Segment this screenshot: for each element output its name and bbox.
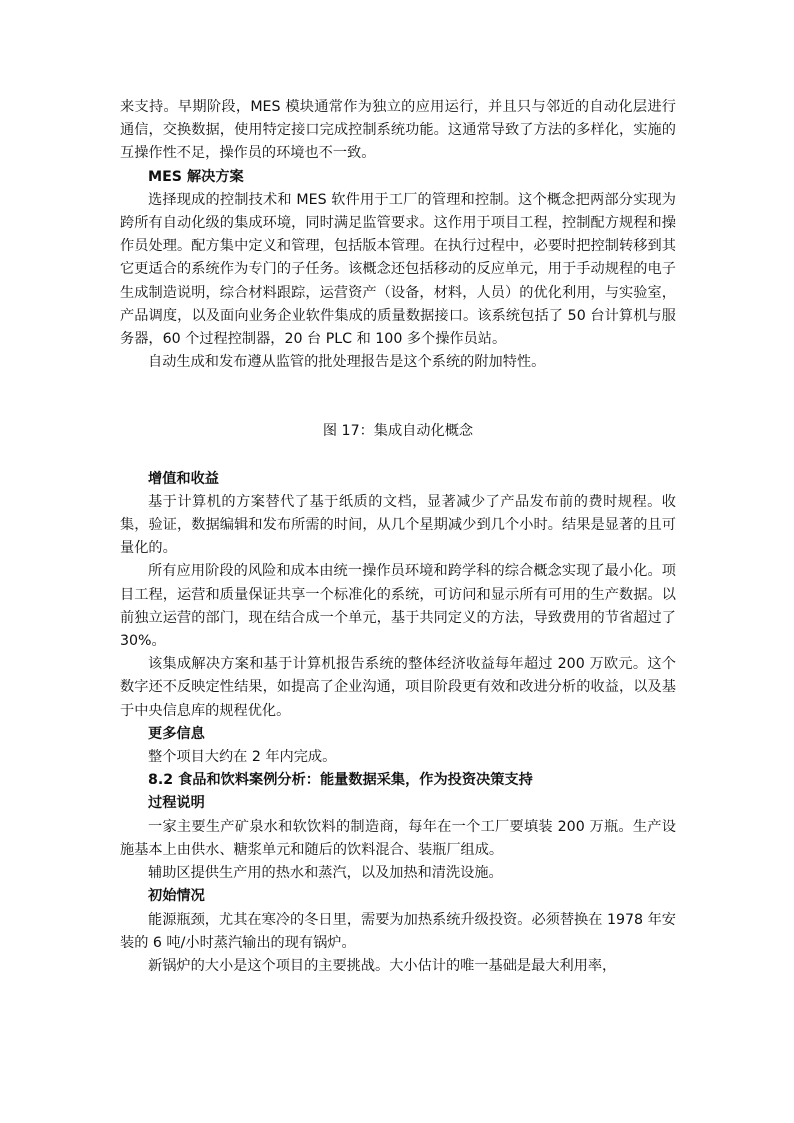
paragraph-mes-solution-1: 选择现成的控制技术和 MES 软件用于工厂的管理和控制。这个概念把两部分实现为跨所有自动化级的集成环境，同时满足监管要求。这作用于项目工程，控制配方规程和操作员处理。配方集中定义和管理，包括版本管理。在执行过程中，必要时把控制转移到其它更适合的系统作为专门的子任务。该概念还包括移动的反应单元，用于手动规程的电子生成制造说明，综合材料跟踪，运营资产（设备，材料，人员）的优化利用，与实验室，产品调度，以及面向业务企业软件集成的质量数据接口。该系统包括了 50 台计算机与服务器，60 个过程控制器，20 台 PLC 和 100 多个操作员站。 — [120, 191, 676, 348]
heading-more-info: 更多信息 — [148, 725, 205, 742]
paragraph-value-1: 基于计算机的方案替代了基于纸质的文档，显著减少了产品发布前的费时规程。收集，验证，数据编辑和发布所需的时间，从几个星期减少到几个小时。结果是显著的且可量化的。 — [120, 493, 676, 557]
heading-case-study: 8.2 食品和饮料案例分析：能量数据采集，作为投资决策支持 — [148, 772, 533, 789]
heading-process-description: 过程说明 — [148, 795, 205, 812]
paragraph-initial-1: 能源瓶颈，尤其在寒冷的冬日里，需要为加热系统升级投资。必须替换在 1978 年安装的 6 吨/小时蒸汽输出的现有锅炉。 — [120, 911, 676, 951]
document-page — [120, 96, 676, 978]
paragraph-mes-solution-2: 自动生成和发布遵从监管的批处理报告是这个系统的附加特性。 — [148, 354, 546, 371]
paragraph-intro-continued: 来支持。早期阶段，MES 模块通常作为独立的应用运行，并且只与邻近的自动化层进行通信，交换数据，使用特定接口完成控制系统功能。这通常导致了方法的多样化，实施的互操作性不足，操作员的环境也不一致。 — [120, 99, 676, 162]
paragraph-process-2: 辅助区提供生产用的热水和蒸汽，以及加热和清洗设施。 — [148, 865, 503, 882]
heading-value-and-benefit: 增值和收益 — [148, 470, 219, 487]
heading-initial-situation: 初始情况 — [148, 888, 205, 905]
figure-caption: 图 17：集成自动化概念 — [322, 423, 474, 440]
paragraph-value-2: 所有应用阶段的风险和成本由统一操作员环境和跨学科的综合概念实现了最小化。项目工程，运营和质量保证共享一个标准化的系统，可访问和显示所有可用的生产数据。以前独立运营的部门，现在结合成一个单元，基于共同定义的方法，导致费用的节省超过了 30%。 — [120, 563, 676, 650]
paragraph-initial-2: 新锅炉的大小是这个项目的主要挑战。大小估计的唯一基础是最大利用率， — [148, 957, 617, 974]
paragraph-more-info: 整个项目大约在 2 年内完成。 — [148, 749, 337, 766]
paragraph-value-3: 该集成解决方案和基于计算机报告系统的整体经济收益每年超过 200 万欧元。这个数字还不反映定性结果，如提高了企业沟通，项目阶段更有效和改进分析的收益，以及基于中央信息库的规程优化。 — [120, 656, 676, 719]
paragraph-process-1: 一家主要生产矿泉水和软饮料的制造商，每年在一个工厂要填装 200 万瓶。生产设施基本上由供水、糖浆单元和随后的饮料混合、装瓶厂组成。 — [120, 818, 676, 858]
heading-mes-solution: MES 解决方案 — [148, 168, 244, 185]
